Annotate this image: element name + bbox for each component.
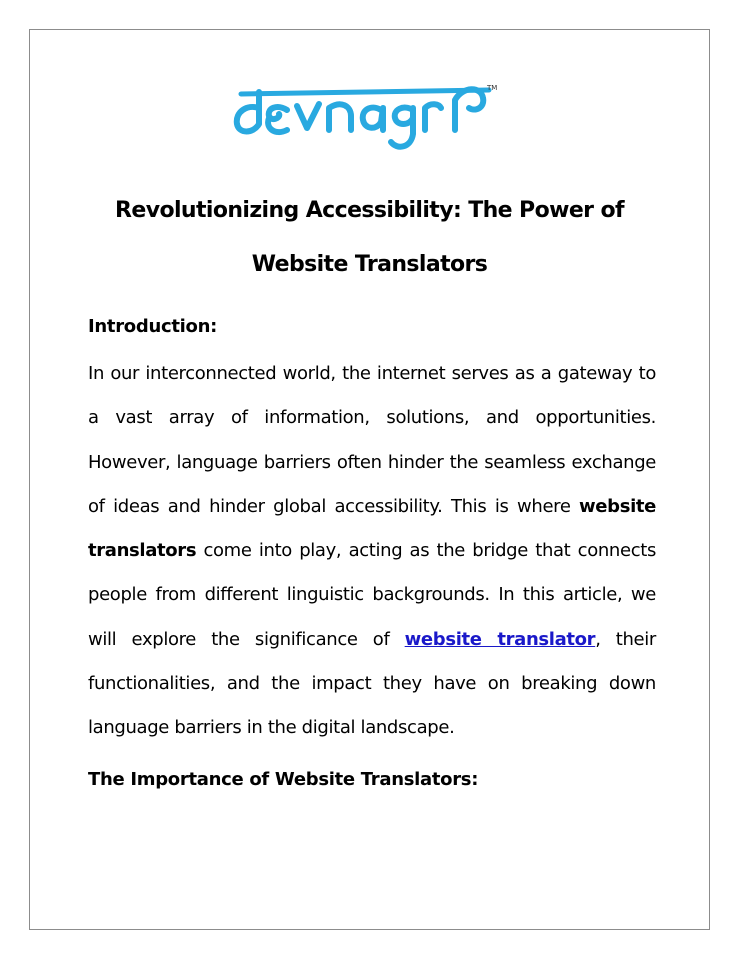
document-body: [88, 312, 656, 795]
paragraph-text: , their functionalities, and the impact they have on breaking down language barriers in the digital landscape.: [88, 628, 656, 739]
document-page: [29, 29, 710, 930]
trademark-symbol: TM: [486, 84, 497, 92]
devnagri-logo: [30, 78, 709, 166]
bold-phrase: website translators: [88, 495, 656, 562]
website-translator-link[interactable]: website translator: [404, 628, 596, 650]
paragraph-text: come into play, acting as the bridge that connects people from different linguistic backgrounds. In this article, we will explore the significance of: [88, 540, 656, 650]
section-heading-introduction: Introduction:: [88, 316, 217, 337]
document-title-line-1: Revolutionizing Accessibility: The Power of: [115, 198, 624, 223]
section-heading-importance: The Importance of Website Translators:: [88, 768, 479, 790]
document-title-line-2: Website Translators: [251, 252, 488, 277]
paragraph-text: In our interconnected world, the internet serves as a gateway to a vast array of information, solutions, and opportunities. However, language barriers often hinder the seamless exchange of ideas and hinder global accessibility. This is where: [88, 363, 656, 517]
introduction-paragraph: [88, 352, 656, 751]
devnagri-logo-mark: [225, 78, 515, 162]
